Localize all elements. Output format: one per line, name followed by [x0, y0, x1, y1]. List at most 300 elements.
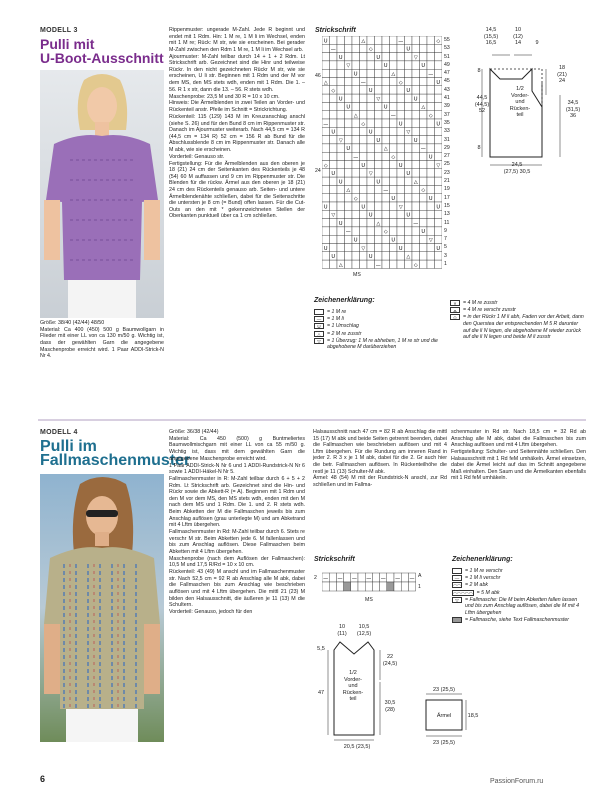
chart-cell [365, 582, 372, 591]
chart-cell [330, 36, 338, 44]
chart-cell [382, 210, 390, 218]
chart-symbol: ◇ [361, 121, 366, 128]
site-footer: PassionForum.ru [490, 778, 544, 785]
chart-symbol: U [376, 179, 381, 186]
chart-cell [420, 177, 428, 185]
modell3-chart-grid [322, 36, 442, 269]
chart-cell [345, 119, 353, 127]
chart-symbol: U [406, 88, 411, 95]
chart-cell [372, 573, 379, 582]
chart-symbol: ◇ [398, 79, 403, 86]
modell4-schnitt-neck: 5,5 [317, 646, 325, 652]
schnitt-val: 16,5 [485, 40, 497, 46]
chart-symbol: ◇ [428, 113, 433, 119]
chart-row-number: 7 [444, 236, 447, 243]
chart-cell [412, 111, 420, 119]
chart-symbol: U [398, 162, 403, 169]
chart-cell [412, 244, 420, 252]
chart-row-number: 41 [444, 95, 450, 102]
chart-cell [322, 127, 330, 135]
chart-cell [408, 582, 415, 591]
chart-cell [375, 210, 383, 218]
chart-cell [345, 44, 353, 52]
chart-cell [375, 144, 383, 152]
chart-cell [390, 144, 398, 152]
modell3-schnitt-center [500, 86, 540, 119]
chart-cell [412, 235, 420, 243]
chart-cell [375, 111, 383, 119]
schnitt-val: 44,5 [476, 95, 488, 101]
chart-symbol: ▽ [368, 171, 373, 178]
legend-symbol: U [314, 323, 324, 329]
chart-symbol: — [428, 71, 434, 78]
chart-cell [330, 69, 338, 77]
chart-cell [435, 53, 443, 61]
page-number: 6 [40, 774, 46, 784]
chart-cell [427, 202, 435, 210]
chart-cell [427, 86, 435, 94]
chart-cell [375, 127, 383, 135]
modell4-schnitt-sleeve-bottom: 23 (25,5) [432, 740, 455, 746]
modell4-schnitt-sleeve-top: 23 (25,5) [432, 687, 455, 693]
chart-row-number: 55 [444, 37, 450, 43]
chart-cell [330, 119, 338, 127]
legend-text: = 4 M re verschr zusstr [463, 307, 516, 314]
chart-symbol: — [345, 229, 351, 236]
chart-cell [360, 53, 368, 61]
modell4-chart-title: Strickschrift [314, 556, 355, 563]
modell3-legend-2 [450, 300, 585, 341]
chart-row-number: 23 [444, 169, 450, 176]
chart-row-number: 31 [444, 136, 450, 143]
chart-cell [345, 235, 353, 243]
chart-cell [352, 53, 360, 61]
chart-cell [375, 44, 383, 52]
chart-cell [420, 136, 428, 144]
chart-symbol: ◇ [413, 262, 418, 269]
chart-cell [427, 144, 435, 152]
chart-cell [322, 86, 330, 94]
chart-cell [330, 102, 338, 110]
chart-cell [390, 136, 398, 144]
chart-cell [352, 102, 360, 110]
chart-symbol: U [436, 121, 441, 128]
schnitt-val: Rücken- [342, 689, 364, 696]
chart-symbol: △ [346, 187, 351, 194]
chart-cell [360, 144, 368, 152]
schnitt-val: und [515, 99, 525, 105]
chart-cell [352, 252, 360, 260]
schnitt-val: Vorder- [343, 676, 363, 683]
chart-cell [358, 573, 365, 582]
chart-row-number: 5 [444, 244, 447, 251]
chart-symbol: ◇ [391, 154, 396, 161]
chart-symbol: — [380, 576, 386, 582]
chart-symbol: U [383, 104, 388, 111]
chart-cell [360, 169, 368, 177]
chart-cell [435, 235, 443, 243]
chart-cell [420, 202, 428, 210]
chart-cell [435, 136, 443, 144]
chart-cell [380, 582, 387, 591]
chart-cell [330, 219, 338, 227]
chart-cell [397, 177, 405, 185]
modell4-rueckenteil: Rückenteil: 43 (49) M anschl und im Fallmaschenmuster str. Nach 52,5 cm = 92 R ab Anschlag alle M abk, dabei die Fallmaschen bis zum Anschlag wie beschrieben auflösen und mit 4 Lftm übergehen. Die mittl 21 (23) M bilden den Halsausschnitt, die äußeren je 11 (13) M die Schultern. [169, 569, 305, 609]
modell4-title-line1: Pulli im [40, 438, 97, 455]
schnitt-val: 14 [514, 40, 522, 46]
legend-row [450, 300, 585, 307]
chart-cell [375, 194, 383, 202]
chart-symbol: U [346, 146, 351, 153]
chart-cell [412, 127, 420, 135]
chart-cell [412, 161, 420, 169]
chart-cell [330, 144, 338, 152]
schnitt-val: 34,5 [567, 100, 579, 106]
chart-cell [390, 244, 398, 252]
chart-cell [405, 36, 413, 44]
chart-symbol: ▽ [361, 245, 366, 252]
chart-cell [337, 210, 345, 218]
chart-cell [382, 86, 390, 94]
chart-cell [372, 582, 379, 591]
schnitt-val: (11) [337, 630, 347, 637]
chart-row-number: 21 [444, 178, 450, 185]
chart-cell [412, 169, 420, 177]
chart-symbol: U [338, 179, 343, 186]
schnitt-val: 14,5 [485, 27, 497, 33]
chart-symbol: U [421, 229, 426, 236]
chart-cell [397, 152, 405, 160]
chart-cell [420, 53, 428, 61]
chart-cell [337, 185, 345, 193]
chart-symbol: U [413, 96, 418, 103]
chart-cell [337, 252, 345, 260]
schnitt-val: 1/2 [349, 670, 357, 676]
schnitt-val: 36 [569, 113, 577, 119]
chart-cell [420, 152, 428, 160]
chart-cell [390, 227, 398, 235]
chart-cell [360, 127, 368, 135]
chart-cell [435, 227, 443, 235]
chart-cell [412, 119, 420, 127]
chart-cell [397, 235, 405, 243]
chart-cell [375, 161, 383, 169]
chart-symbol: ◇ [421, 187, 426, 194]
chart-cell [322, 169, 330, 177]
chart-cell [367, 194, 375, 202]
chart-cell [427, 53, 435, 61]
chart-symbol: △ [383, 146, 388, 153]
chart-cell [435, 177, 443, 185]
chart-cell [352, 61, 360, 69]
schnitt-val: (12,5) [356, 630, 372, 637]
chart-cell [405, 53, 413, 61]
chart-cell [390, 53, 398, 61]
chart-symbol: U [338, 220, 343, 227]
chart-cell [420, 44, 428, 52]
chart-symbol: ◇ [436, 38, 441, 45]
chart-cell [352, 185, 360, 193]
chart-symbol: U [368, 88, 373, 95]
modell4-schnitt-bottom: 20,5 (23,5) [343, 744, 371, 750]
chart-cell [375, 235, 383, 243]
modell3-vorderteil: Vorderteil: Genauso str. [169, 153, 225, 160]
chart-cell [390, 36, 398, 44]
chart-cell [322, 61, 330, 69]
legend-row [314, 309, 444, 316]
modell4-chart-grid [322, 572, 416, 592]
modell3-schnitt-top2 [508, 27, 528, 47]
chart-row-number: 27 [444, 153, 450, 160]
chart-cell [382, 69, 390, 77]
chart-cell [330, 185, 338, 193]
chart-symbol: U [376, 54, 381, 61]
chart-cell [405, 260, 413, 268]
chart-row-number: 47 [444, 70, 450, 77]
schnitt-val: (27,5) 30,5 [503, 168, 531, 175]
chart-cell [390, 252, 398, 260]
chart-cell [337, 78, 345, 86]
legend-text: = in der Rückr 1 M li abh, Faden vor der Arbeit, dann den Querstea der entsprechenden M 5 R darunter auf die li N legen, die abgehobene M wieder zurück auf die li N legen und beide M li zusstr [463, 314, 584, 341]
chart-cell [330, 78, 338, 86]
chart-cell [397, 94, 405, 102]
chart-cell [345, 78, 353, 86]
legend-row [314, 338, 444, 351]
chart-cell [322, 152, 330, 160]
chart-cell [344, 573, 351, 582]
modell3-chart-row-numbers [444, 36, 458, 269]
chart-symbol: ◇ [368, 46, 373, 53]
chart-cell [360, 194, 368, 202]
chart-cell [420, 69, 428, 77]
chart-cell [352, 161, 360, 169]
chart-cell [367, 36, 375, 44]
chart-cell [412, 102, 420, 110]
chart-cell [397, 260, 405, 268]
modell3-knitting-chart [322, 36, 442, 269]
legend-symbol: ◇ [450, 314, 460, 320]
chart-row-number: 37 [444, 111, 450, 118]
chart-cell [375, 227, 383, 235]
chart-cell [390, 102, 398, 110]
legend-row [314, 316, 444, 323]
chart-cell [351, 582, 358, 591]
chart-cell [405, 185, 413, 193]
chart-cell [420, 86, 428, 94]
chart-cell [397, 210, 405, 218]
modell3-hinweis: Hinweis: Die Ärmelblenden in zwei Teilen an Vorder- und Rückenteil anstr. Pfeile im Schnitt = Strickrichtung. [169, 100, 305, 114]
chart-symbol: — [398, 38, 404, 45]
chart-cell [390, 86, 398, 94]
modell4-knitting-chart [322, 572, 416, 592]
chart-cell [405, 61, 413, 69]
chart-symbol: △ [361, 38, 366, 45]
chart-cell [397, 61, 405, 69]
legend-text: = 2 M abk [465, 582, 488, 589]
chart-cell [412, 210, 420, 218]
chart-symbol: — [323, 576, 329, 582]
chart-symbol: ◇ [323, 162, 328, 169]
chart-cell [397, 136, 405, 144]
chart-symbol: △ [406, 254, 411, 261]
schnitt-val: 30,5 [384, 700, 396, 706]
chart-row-number: 29 [444, 144, 450, 151]
chart-cell [367, 78, 375, 86]
chart-cell [345, 210, 353, 218]
modell3-title-line1: Pulli mit [40, 36, 95, 52]
chart-cell [405, 102, 413, 110]
chart-cell [345, 127, 353, 135]
chart-cell [405, 194, 413, 202]
legend-symbol: ▽ [314, 338, 324, 344]
modell3-instructions [169, 27, 305, 220]
chart-cell [367, 53, 375, 61]
chart-cell [435, 194, 443, 202]
chart-cell [405, 177, 413, 185]
chart-cell [345, 152, 353, 160]
chart-cell [382, 152, 390, 160]
chart-symbol: U [338, 96, 343, 103]
modell4-needles: 1 Paar ADDI-Strick-N Nr 6 und 1 ADDI-Rundstrick-N Nr 6 sowie 1 ADDI-Häkel-N Nr 5. [169, 462, 305, 476]
schnitt-val: (21) [557, 71, 567, 78]
chart-cell [337, 202, 345, 210]
chart-symbol: U [331, 171, 336, 178]
chart-cell [367, 219, 375, 227]
modell4-maschenprobe: Maschenprobe (nach dem Auflösen der Fallmaschen): 10,5 M und 17,5 R/Rd = 10 x 10 cm. [169, 555, 305, 569]
chart-cell [427, 127, 435, 135]
chart-cell [375, 78, 383, 86]
chart-symbol: — [390, 113, 396, 119]
schnitt-val: (44,5) [474, 101, 490, 108]
chart-cell [360, 260, 368, 268]
legend-text: = 4 M re zusstr [463, 300, 498, 306]
modell3-title-line2: U-Boot-Ausschnitt [40, 50, 164, 66]
chart-cell [405, 144, 413, 152]
chart-cell [352, 127, 360, 135]
chart-symbol: U [331, 129, 336, 136]
chart-cell [390, 177, 398, 185]
chart-cell [397, 111, 405, 119]
chart-cell [367, 177, 375, 185]
chart-cell [427, 161, 435, 169]
legend-row [314, 323, 444, 330]
schnitt-val: (24,5) [382, 660, 398, 667]
schnitt-val: 22 [386, 654, 394, 660]
chart-cell [427, 136, 435, 144]
chart-symbol: ▽ [376, 96, 381, 103]
chart-cell [435, 86, 443, 94]
chart-cell [427, 210, 435, 218]
chart-cell [322, 582, 329, 591]
chart-cell [427, 169, 435, 177]
chart-cell [367, 111, 375, 119]
chart-symbol: U [353, 71, 358, 78]
chart-cell [382, 260, 390, 268]
chart-cell [330, 227, 338, 235]
modell4-halsausschnitt: Halsausschnitt nach 47 cm = 82 R ab Anschlag die mittl 15 (17) M abk und beide Seiten getrennt beenden, dabei die Fallmaschen wie beschrieben auflösen und mit 4 Lftm übergehen. Für die Rundung am inneren Rand in jeder 2. R 3 x je 1 M abk, dabei für die 2. Gr auch hier die betr. Fallmaschen auflösen. In Rückenteilhöhe die restl je 11 (13) Schulter-M abk. [313, 429, 447, 475]
modell3-chart-left-number-24: 24 [315, 168, 321, 174]
chart-cell [330, 61, 338, 69]
chart-cell [382, 53, 390, 61]
chart-cell [387, 582, 394, 591]
legend-symbol [452, 617, 462, 623]
chart-cell [360, 111, 368, 119]
chart-cell [427, 61, 435, 69]
legend-text: = 1 Umschlag [327, 323, 359, 330]
chart-cell [420, 260, 428, 268]
chart-symbol: △ [413, 179, 418, 186]
chart-cell [337, 144, 345, 152]
chart-cell [405, 227, 413, 235]
chart-cell [382, 161, 390, 169]
legend-text: = Fallmasche: Die M beim Abketten fallen lassen und bis zum Anschlag auflösen, dabei die M mit 4 Lftm übergehen [465, 596, 579, 616]
chart-cell [420, 111, 428, 119]
chart-cell [412, 61, 420, 69]
legend-row [452, 582, 586, 589]
chart-symbol: — [330, 46, 336, 53]
chart-symbol: △ [421, 104, 426, 111]
chart-cell [375, 185, 383, 193]
legend-symbol: ⩕ [450, 307, 460, 313]
chart-row-number: 9 [444, 227, 447, 234]
schnitt-val: teil [516, 112, 524, 118]
chart-cell [427, 177, 435, 185]
chart-symbol: ◇ [383, 229, 388, 236]
chart-cell [330, 152, 338, 160]
chart-cell [352, 210, 360, 218]
chart-cell [412, 202, 420, 210]
chart-cell [352, 227, 360, 235]
chart-cell [420, 169, 428, 177]
chart-symbol: U [436, 245, 441, 252]
chart-cell [367, 69, 375, 77]
chart-symbol: — [420, 146, 426, 153]
chart-cell [360, 152, 368, 160]
chart-cell [352, 219, 360, 227]
chart-cell [360, 219, 368, 227]
legend-text: = 1 M re verschr [465, 568, 503, 574]
chart-symbol: U [398, 245, 403, 252]
chart-cell [337, 152, 345, 160]
chart-cell [337, 36, 345, 44]
chart-cell [375, 202, 383, 210]
chart-cell [360, 61, 368, 69]
chart-cell [367, 260, 375, 268]
chart-symbol: △ [323, 79, 328, 86]
modell3-schnitt-bund-left: 8 [477, 68, 481, 74]
chart-symbol: — [323, 121, 329, 128]
chart-symbol: U [421, 63, 426, 70]
chart-symbol: U [383, 63, 388, 70]
chart-symbol: △ [376, 220, 381, 227]
chart-cell [360, 252, 368, 260]
schnitt-val: 10 [514, 27, 522, 33]
chart-cell [367, 185, 375, 193]
modell3-schnitt-top [476, 27, 506, 47]
chart-cell [367, 152, 375, 160]
chart-cell [360, 44, 368, 52]
chart-symbol: — [351, 576, 357, 582]
legend-text: = 1 M re [327, 309, 347, 315]
legend-symbol: △ [314, 331, 324, 337]
modell4-schnitt-top [332, 624, 352, 637]
chart-cell [337, 235, 345, 243]
schnitt-val: (31,5) [565, 106, 581, 113]
chart-cell [390, 127, 398, 135]
chart-symbol: ▽ [331, 212, 336, 219]
chart-cell [375, 244, 383, 252]
chart-cell [352, 86, 360, 94]
